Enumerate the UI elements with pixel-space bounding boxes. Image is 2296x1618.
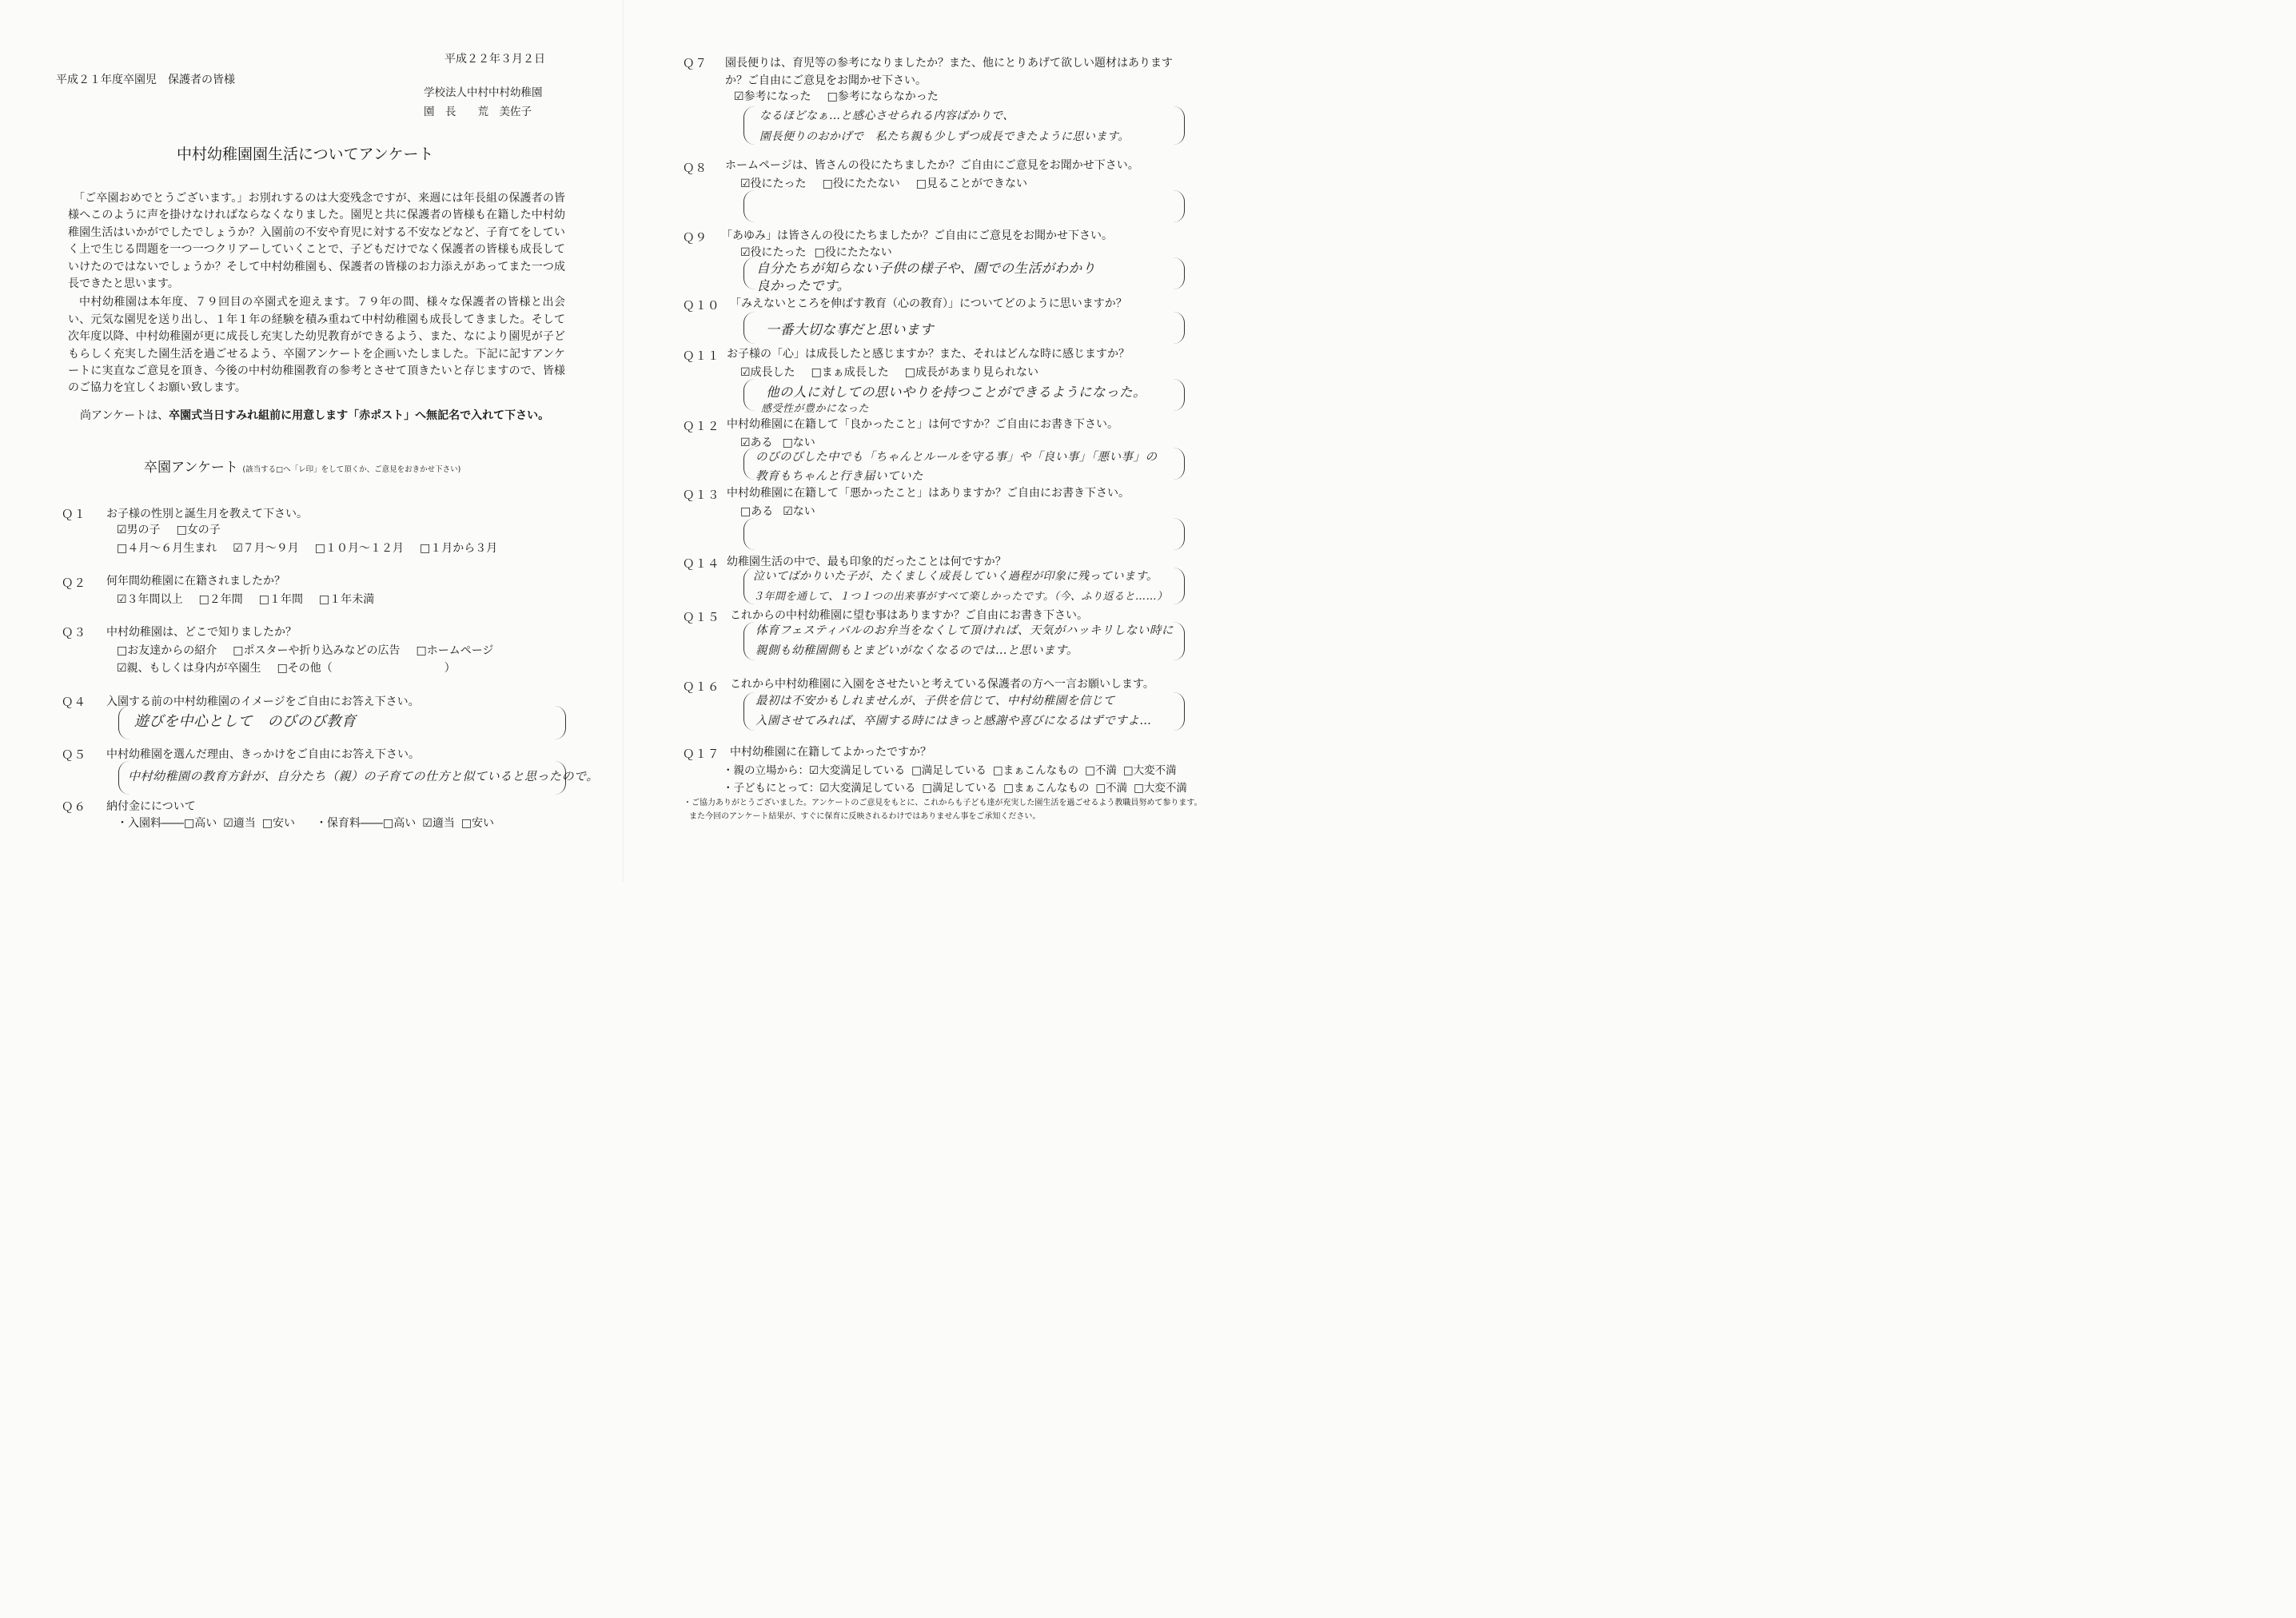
q9-answer-line2: 良かったです。: [756, 278, 851, 293]
q17-child-very-satisfied[interactable]: ：☑大変満足している: [808, 782, 916, 795]
q6-tuition-low[interactable]: □安い: [460, 817, 495, 830]
submission-note-lead: 尚アンケートは、: [80, 409, 169, 422]
q17-child-dissatisfied[interactable]: □不満: [1095, 782, 1128, 795]
survey-heading-text: 卒園アンケート: [144, 460, 238, 476]
q1-option-girl[interactable]: □女の子: [176, 524, 221, 536]
q7-number: Ｑ７: [683, 58, 708, 70]
document-title: 中村幼稚園園生活についてアンケート: [177, 145, 434, 163]
q8-option-cannot-view[interactable]: □見ることができない: [915, 177, 1028, 190]
q2-option-1-year[interactable]: □１年間: [258, 593, 304, 606]
q7-option-helpful[interactable]: ☑参考になった: [734, 90, 811, 103]
q12-answer-line1: のびのびした中でも「ちゃんとルールを守る事」や「良い事」「悪い事」の: [755, 451, 1158, 464]
q6-text: 納付金にについて: [106, 800, 196, 813]
q8-number: Ｑ８: [683, 162, 708, 175]
q9-option-helpful[interactable]: ☑役にたった: [740, 246, 807, 259]
intro-text: [68, 190, 565, 397]
q17-child-satisfied[interactable]: □満足している: [922, 782, 998, 795]
q17-child-options: [723, 779, 1203, 795]
q3-option-friend[interactable]: □お友達からの紹介: [117, 644, 217, 657]
q3-option-homepage[interactable]: □ホームページ: [416, 644, 494, 657]
q13-answer-box[interactable]: [743, 518, 1185, 550]
q1-month-options: [117, 540, 513, 556]
q5-number: Ｑ５: [62, 749, 86, 762]
school-name: 学校法人中村中村幼稚園: [424, 86, 543, 99]
q14-answer-line1: 泣いてばかりいた子が、たくましく成長していく過程が印象に残っています。: [753, 570, 1158, 583]
q12-answer-line2: 教育もちゃんと行き届いていた: [755, 470, 923, 483]
footer-line-2: また今回のアンケート結果が、すぐに保育に反映されるわけではありません事をご承知ください。: [689, 812, 1041, 821]
q2-option-under-1-year[interactable]: □１年未満: [319, 593, 375, 606]
q6-entry-fee-fair[interactable]: ☑適当: [223, 817, 256, 830]
q13-options: [740, 503, 831, 519]
q8-option-not-helpful[interactable]: □役にたたない: [822, 177, 900, 190]
footer-line-1: ・ご協力ありがとうございました。アンケートのご意見をもとに、これからも子ども達が充実した園生活を過ごせるよう教職員努めて参ります。: [684, 799, 1202, 807]
q17-child-very-dissatisfied[interactable]: □大変不満: [1134, 782, 1187, 795]
q6-number: Ｑ６: [62, 801, 86, 814]
q1-option-apr-jun[interactable]: □４月～６月生まれ: [117, 542, 217, 555]
q5-text: 中村幼稚園を選んだ理由、きっかけをご自由にお答え下さい。: [106, 748, 420, 761]
q9-answer-line1: 自分たちが知らない子供の様子や、園での生活がわかり: [756, 261, 1096, 276]
survey-heading-note: (該当する□へ「レ印」をして頂くか、ご意見をおきかせ下さい): [242, 465, 461, 474]
q17-parent-very-satisfied[interactable]: ：☑大変満足している: [798, 764, 906, 777]
q7-text: 園長便りは、育児等の参考になりましたか？また、他にとりあげて欲しい題材はありますか？ご自由にご意見をお聞かせ下さい。: [725, 57, 1173, 87]
q17-number: Ｑ１７: [683, 748, 720, 761]
survey-heading: [144, 460, 460, 476]
q16-text: これから中村幼稚園に入園をさせたいと考えている保護者の方へ一言お願いします。: [730, 678, 1154, 691]
q3-options-row2: [117, 660, 472, 675]
q12-text: 中村幼稚園に在籍して「良かったこと」は何ですか？ご自由にお書き下さい。: [727, 418, 1118, 431]
q7-options: [734, 88, 955, 104]
q10-answer: 一番大切な事だと思います: [766, 322, 934, 338]
q11-answer-line2: 感受性が豊かになった: [761, 403, 870, 415]
q2-options: [117, 591, 390, 607]
q4-number: Ｑ４: [62, 696, 86, 709]
q15-answer-line2: 親側も幼稚園側もとまどいがなくなるのでは…と思います。: [755, 644, 1078, 657]
letter-recipient: 平成２１年度卒園児 保護者の皆様: [56, 74, 235, 86]
q11-text: お子様の「心」は成長したと感じますか？また、それはどんな時に感じますか？: [727, 348, 1130, 361]
q9-text: 「あゆみ」は皆さんの役にたちましたか？ご自由にご意見をお聞かせ下さい。: [721, 229, 1113, 242]
q2-text: 何年間幼稚園に在籍されましたか？: [106, 575, 285, 588]
q9-option-not-helpful[interactable]: □役にたたない: [814, 246, 892, 259]
q6-entry-fee-low[interactable]: □安い: [261, 817, 296, 830]
q16-number: Ｑ１６: [683, 681, 720, 694]
q4-text: 入園する前の中村幼稚園のイメージをご自由にお答え下さい。: [106, 695, 420, 708]
q17-parent-very-dissatisfied[interactable]: □大変不満: [1122, 764, 1177, 777]
q1-number: Ｑ１: [62, 508, 86, 521]
q17-parent-label: ・親の立場から: [723, 764, 799, 777]
submission-note: [80, 409, 549, 423]
q10-number: Ｑ１０: [683, 300, 720, 313]
q10-text: 「みえないところを伸ばす教育（心の教育）」についてどのように思いますか？: [730, 297, 1127, 310]
q11-number: Ｑ１１: [683, 350, 720, 363]
q3-text: 中村幼稚園は、どこで知りましたか？: [106, 626, 297, 639]
q6-tuition-fair[interactable]: ☑適当: [422, 817, 455, 830]
q1-option-jan-mar[interactable]: □１月から３月: [420, 542, 498, 555]
q17-parent-options: [723, 761, 1193, 777]
q3-number: Ｑ３: [62, 627, 86, 640]
q2-option-3-years[interactable]: ☑３年間以上: [117, 593, 183, 606]
q16-answer-line1: 最初は不安かもしれませんが、子供を信じて、中村幼稚園を信じて: [755, 695, 1115, 707]
q8-options: [740, 175, 1043, 191]
q1-option-oct-dec[interactable]: □１０月～１２月: [314, 542, 405, 555]
q17-child-so-so[interactable]: □まぁこんなもの: [1003, 782, 1090, 795]
q13-text: 中村幼稚園に在籍して「悪かったこと」はありますか？ご自由にお書き下さい。: [727, 487, 1130, 500]
q17-child-label: ・子どもにとって: [723, 782, 809, 795]
q12-number: Ｑ１２: [683, 420, 720, 433]
q3-option-ads[interactable]: □ポスターや折り込みなどの広告: [233, 644, 401, 657]
q15-number: Ｑ１５: [683, 612, 720, 624]
q8-option-helpful[interactable]: ☑役にたった: [740, 177, 807, 190]
q3-option-alumni[interactable]: ☑親、もしくは身内が卒園生: [117, 662, 261, 675]
q11-option-grown[interactable]: ☑成長した: [740, 366, 795, 379]
q16-answer-line2: 入園させてみれば、卒園する時にはきっと感謝や喜びになるはずですよ…: [755, 715, 1152, 727]
q6-options: [117, 815, 510, 831]
q2-number: Ｑ２: [62, 577, 86, 590]
q8-answer-box[interactable]: [743, 190, 1185, 222]
q7-answer-line1: なるほどなぁ…と感心させられる内容ばかりで、: [759, 110, 1014, 122]
q1-option-jul-sep[interactable]: ☑７月～９月: [233, 542, 299, 555]
q1-gender-options: [117, 521, 237, 537]
q14-number: Ｑ１４: [683, 558, 720, 571]
principal-name: 園 長 荒 美佐子: [424, 106, 532, 118]
q11-answer-line1: 他の人に対しての思いやりを持つことができるようになった。: [766, 385, 1146, 400]
q15-text: これからの中村幼稚園に望む事はありますか？ご自由にお書き下さい。: [730, 609, 1088, 622]
q3-options-row1: [117, 642, 509, 658]
q7-option-not-helpful[interactable]: □参考にならなかった: [827, 90, 939, 103]
q11-option-little[interactable]: □成長があまり見られない: [904, 366, 1039, 379]
q13-option-yes[interactable]: □ある: [740, 505, 774, 518]
intro-paragraph-1: 「ご卒園おめでとうございます。」お別れするのは大変残念ですが、来週には年長組の保護者の皆様へこのように声を掛けなければならなくなりました。園児と共に保護者の皆様も在籍した中村幼稚園生活はいかがでしたでしょうか？入園前の不安や育児に対する不安などなど、子育てをしていく上で生じる問題を一つ一つクリアーしていくことで、子どもだけでなく保護者の皆様も成長していけたのではないでしょうか？そして中村幼稚園も、保護者の皆様のお力添えがあってまた一つ成長できたと思います。: [68, 192, 565, 291]
q14-text: 幼稚園生活の中で、最も印象的だったことは何ですか？: [727, 556, 1006, 568]
q17-parent-dissatisfied[interactable]: □不満: [1085, 764, 1117, 777]
q7-answer-line2: 園長便りのおかげで 私たち親も少しずつ成長できたように思います。: [759, 130, 1130, 143]
q1-option-boy[interactable]: ☑男の子: [117, 524, 161, 536]
q14-answer-line2: ３年間を通して、１つ１つの出来事がすべて楽しかったです。（今、ふり返ると……）: [753, 591, 1168, 603]
intro-paragraph-2: 中村幼稚園は本年度、７９回目の卒園式を迎えます。７９年の間、様々な保護者の皆様と出会い、元気な園児を送り出し、１年１年の経験を積み重ねて中村幼稚園も成長してきました。そして次年度以降、中村幼稚園が更に成長し充実した幼児教育ができるよう、また、なにより園児が子どもらしく充実した園生活を過ごせるよう、卒園アンケートを企画いたしました。下記に記すアンケートに実直なご意見を頂き、今後の中村幼稚園教育の参考とさせて頂きたいと存じますので、皆様のご協力を宜しくお願い致します。: [68, 296, 565, 395]
q8-text: ホームページは、皆さんの役にたちましたか？ご自由にご意見をお聞かせ下さい。: [725, 159, 1139, 172]
q4-answer: 遊びを中心として のびのび教育: [134, 713, 357, 730]
q6-tuition-high[interactable]: ・保育料――□高い: [316, 817, 417, 830]
q13-option-no[interactable]: ☑ない: [783, 505, 815, 518]
q5-answer: 中村幼稚園の教育方針が、自分たち（親）の子育ての仕方と似ていると思ったので。: [128, 769, 599, 783]
q2-option-2-years[interactable]: □２年間: [198, 593, 243, 606]
q15-answer-line1: 体育フェスティバルのお弁当をなくして頂ければ、天気がハッキリしない時に: [755, 624, 1174, 637]
letter-date: 平成２２年３月２日: [444, 53, 545, 66]
q12-option-no[interactable]: □ない: [782, 436, 815, 449]
q17-parent-satisfied[interactable]: □満足している: [911, 764, 987, 777]
q12-option-yes[interactable]: ☑ある: [740, 436, 773, 449]
page-fold: [623, 0, 624, 882]
q11-option-somewhat[interactable]: □まぁ成長した: [811, 366, 889, 379]
q9-number: Ｑ９: [683, 232, 708, 245]
q13-number: Ｑ１３: [683, 489, 720, 502]
q17-parent-so-so[interactable]: □まぁこんなもの: [992, 764, 1079, 777]
q17-text: 中村幼稚園に在籍してよかったですか？: [730, 746, 931, 759]
submission-note-bold: 卒園式当日すみれ組前に用意します「赤ポスト」へ無記名で入れて下さい。: [169, 409, 550, 422]
q11-options: [740, 364, 1054, 380]
q3-option-other[interactable]: □その他（ ）: [277, 662, 456, 675]
q6-entry-fee-high[interactable]: ・入園料――□高い: [117, 817, 217, 830]
q1-text: お子様の性別と誕生月を教えて下さい。: [106, 508, 308, 520]
